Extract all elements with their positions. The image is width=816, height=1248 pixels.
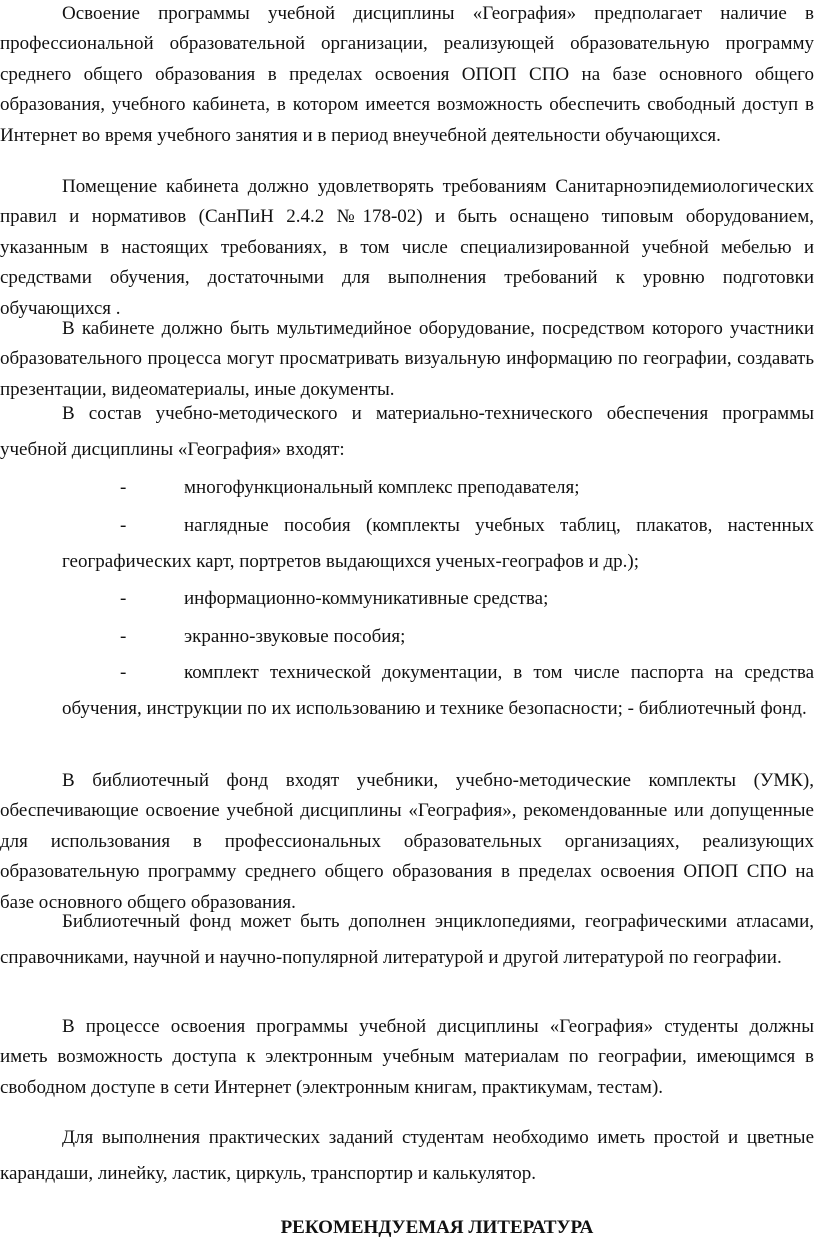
- list-marker: -: [120, 477, 127, 498]
- paragraph-room-standards: Помещение кабинета должно удовлетворять требованиям Санитарноэпидемиологических правил и нормативов (СанПиН 2.4.2 №178-02) и быть оснащено типовым оборудованием, указанным в настоящих требованиях, в том числе специализированной учебной мебелью и средствами обучения, достаточными для выполнения требований к уровню подготовки обучающихся .: [0, 176, 814, 319]
- list-marker: -: [120, 588, 127, 609]
- list-marker: -: [120, 662, 127, 683]
- list-item-text: комплект технической документации, в том числе паспорта на средства обучения, инструкции по их использованию и технике безопасности; - библиотечный фонд.: [62, 662, 814, 719]
- list-item-teacher-complex: [62, 470, 814, 506]
- list-item-text: наглядные пособия (комплекты учебных таблиц, плакатов, настенных географических карт, портретов выдающихся ученых-географов и др.);: [62, 515, 814, 572]
- list-item-text: экранно-звуковые пособия;: [184, 626, 406, 647]
- list-marker: -: [120, 515, 127, 536]
- paragraph-multimedia: В кабинете должно быть мультимедийное оборудование, посредством которого участники образовательного процесса могут просматривать визуальную информацию по географии, создавать презентации, видеоматериалы, иные документы.: [0, 318, 814, 400]
- paragraph-electronic-materials: В процессе освоения программы учебной дисциплины «География» студенты должны иметь возможность доступа к электронным учебным материалам по географии, имеющимся в свободном доступе в сети Интернет (электронным книгам, практикумам, тестам).: [0, 1016, 814, 1098]
- list-item-text: информационно-коммуникативные средства;: [184, 588, 549, 609]
- paragraph-library-additions: Библиотечный фонд может быть дополнен энциклопедиями, географическими атласами, справочниками, научной и научно-популярной литературой и другой литературой по географии.: [0, 911, 814, 968]
- list-item-info-communication: [62, 581, 814, 617]
- list-item-text: многофункциональный комплекс преподавателя;: [184, 477, 580, 498]
- list-item-visual-aids: [62, 508, 814, 580]
- paragraph-classroom-requirements: Освоение программы учебной дисциплины «География» предполагает наличие в профессиональной образовательной организации, реализующей образовательную программу среднего общего образования в пределах освоения ОПОП СПО на базе основного общего образования, учебного кабинета, в котором имеется возможность обеспечить свободный доступ в Интернет во время учебного занятия и в период внеучебной деятельности обучающихся.: [0, 3, 814, 146]
- list-item-technical-docs: [62, 655, 814, 727]
- paragraph-practical-tools: Для выполнения практических заданий студентам необходимо иметь простой и цветные карандаши, линейку, ластик, циркуль, транспортир и калькулятор.: [0, 1127, 814, 1184]
- list-marker: -: [120, 626, 127, 647]
- section-heading-recommended-literature: РЕКОМЕНДУЕМАЯ ЛИТЕРАТУРА: [280, 1217, 594, 1238]
- list-item-audio-visual: [62, 619, 814, 655]
- paragraph-library-fund: В библиотечный фонд входят учебники, учебно-методические комплекты (УМК), обеспечивающие освоение учебной дисциплины «География», рекомендованные или допущенные для использования в профессиональных образовательных организациях, реализующих образовательную программу среднего общего образования в пределах освоения ОПОП СПО на базе основного общего образования.: [0, 770, 814, 913]
- paragraph-support-composition: В состав учебно-методического и материально-технического обеспечения программы учебной дисциплины «География» входят:: [0, 403, 814, 460]
